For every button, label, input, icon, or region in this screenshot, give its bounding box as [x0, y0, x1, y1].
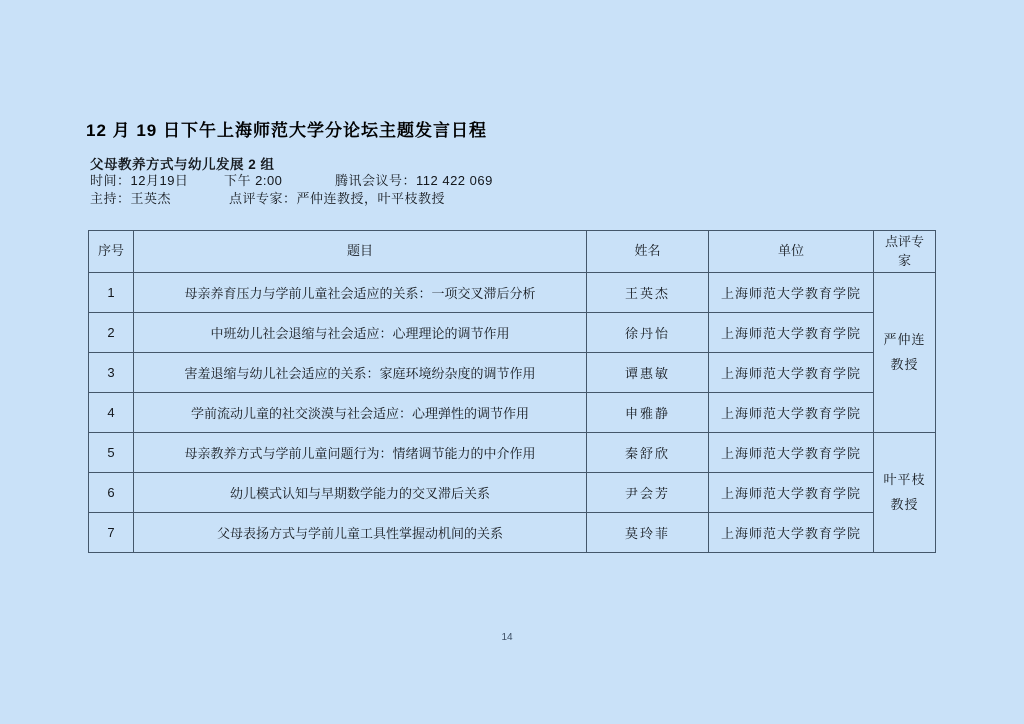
header-title: 题目: [134, 231, 587, 273]
cell-name: 徐丹怡: [587, 313, 709, 353]
cell-no: 5: [89, 433, 134, 473]
header-affiliation: 单位: [709, 231, 874, 273]
cell-no: 6: [89, 473, 134, 513]
cell-title: 母亲养育压力与学前儿童社会适应的关系：一项交叉滞后分析: [134, 273, 587, 313]
header-no: 序号: [89, 231, 134, 273]
cell-no: 1: [89, 273, 134, 313]
header-name: 姓名: [587, 231, 709, 273]
table-row: [89, 393, 936, 433]
cell-title: 学前流动儿童的社交淡漠与社会适应：心理弹性的调节作用: [134, 393, 587, 433]
cell-name: 谭惠敏: [587, 353, 709, 393]
session-meeting-id: 腾讯会议号：112 422 069: [335, 173, 493, 188]
table-row: [89, 273, 936, 313]
table-row: [89, 353, 936, 393]
session-info-line: [90, 170, 493, 189]
cell-affiliation: 上海师范大学教育学院: [709, 393, 874, 433]
cell-expert: 严仲连教授: [874, 273, 936, 433]
cell-title: 幼儿模式认知与早期数学能力的交叉滞后关系: [134, 473, 587, 513]
table-row: [89, 513, 936, 553]
cell-affiliation: 上海师范大学教育学院: [709, 513, 874, 553]
cell-title: 母亲教养方式与学前儿童问题行为：情绪调节能力的中介作用: [134, 433, 587, 473]
cell-name: 申雅静: [587, 393, 709, 433]
cell-affiliation: 上海师范大学教育学院: [709, 353, 874, 393]
session-host: 主持：王英杰: [90, 191, 172, 206]
cell-title: 父母表扬方式与学前儿童工具性掌握动机间的关系: [134, 513, 587, 553]
cell-name: 尹会芳: [587, 473, 709, 513]
schedule-table: [88, 230, 936, 553]
cell-affiliation: 上海师范大学教育学院: [709, 473, 874, 513]
table-row: [89, 433, 936, 473]
table-body: [89, 273, 936, 553]
cell-expert: 叶平枝教授: [874, 433, 936, 553]
group-title: 父母教养方式与幼儿发展 2 组: [90, 157, 275, 172]
session-time-value: 下午 2:00: [224, 173, 283, 188]
session-time-label: 时间：12月19日: [90, 173, 189, 188]
cell-no: 3: [89, 353, 134, 393]
cell-name: 王英杰: [587, 273, 709, 313]
cell-no: 4: [89, 393, 134, 433]
cell-no: 2: [89, 313, 134, 353]
cell-title: 中班幼儿社会退缩与社会适应：心理理论的调节作用: [134, 313, 587, 353]
cell-name: 莫玲菲: [587, 513, 709, 553]
cell-affiliation: 上海师范大学教育学院: [709, 313, 874, 353]
session-reviewers: 点评专家：严仲连教授，叶平枝教授: [229, 191, 446, 206]
page-title: 12 月 19 日下午上海师范大学分论坛主题发言日程: [86, 121, 487, 140]
table-row: [89, 473, 936, 513]
header-expert: 点评专家: [874, 231, 936, 273]
cell-name: 秦舒欣: [587, 433, 709, 473]
page-number: 14: [501, 632, 513, 643]
cell-no: 7: [89, 513, 134, 553]
cell-title: 害羞退缩与幼儿社会适应的关系：家庭环境纷杂度的调节作用: [134, 353, 587, 393]
cell-affiliation: 上海师范大学教育学院: [709, 433, 874, 473]
table-header-row: [89, 231, 936, 273]
cell-affiliation: 上海师范大学教育学院: [709, 273, 874, 313]
table-row: [89, 313, 936, 353]
host-info-line: [90, 188, 445, 207]
